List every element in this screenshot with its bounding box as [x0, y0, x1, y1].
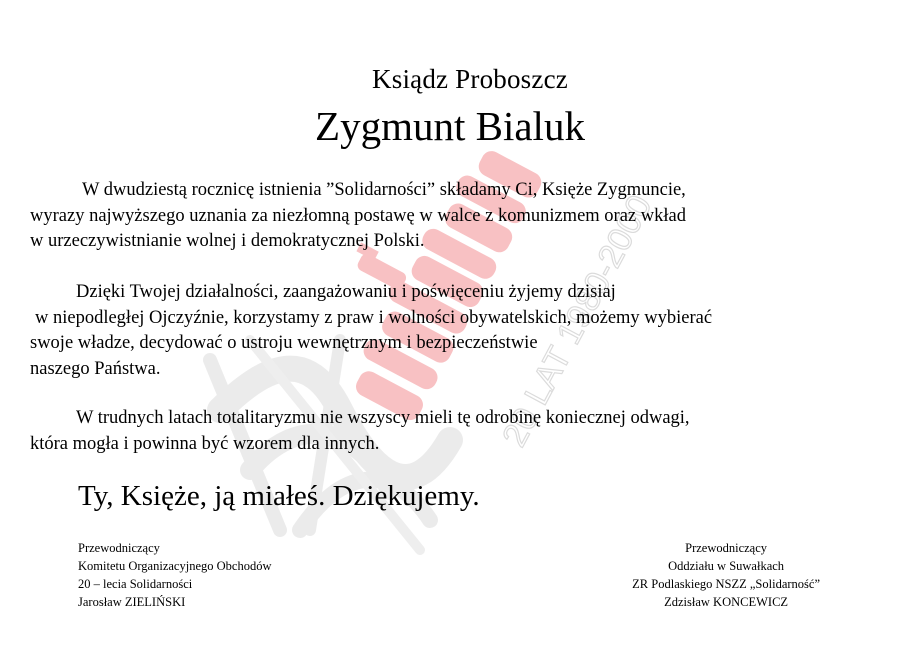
- paragraph-line: Dzięki Twojej działalności, zaangażowaniu i poświęceniu żyjemy dzisiaj: [76, 282, 616, 302]
- signature-line: Przewodniczący: [78, 541, 160, 555]
- paragraph-line: naszego Państwa.: [30, 358, 161, 379]
- signature-line: 20 – lecia Solidarności: [78, 577, 193, 591]
- paragraph-line: wyrazy najwyższego uznania za niezłomną postawę w walce z komunizmem oraz wkład: [30, 205, 686, 226]
- signature-line: Komitetu Organizacyjnego Obchodów: [78, 559, 272, 573]
- closing-line: Ty, Księże, ją miałeś. Dziękujemy.: [78, 480, 480, 512]
- signature-line: Oddziału w Suwałkach: [668, 559, 785, 573]
- paragraph-line: która mogła i powinna być wzorem dla innych.: [30, 433, 380, 454]
- addressee-name: Zygmunt Bialuk: [315, 103, 585, 149]
- signature-line: ZR Podlaskiego NSZZ „Solidarność”: [632, 577, 820, 591]
- paragraph-2: [30, 280, 870, 382]
- paragraph-1: [30, 178, 870, 255]
- signature-left: [78, 539, 271, 611]
- paragraph-line: w niepodległej Ojczyźnie, korzystamy z praw i wolności obywatelskich, możemy wybierać: [35, 307, 713, 328]
- paragraph-line: W trudnych latach totalitaryzmu nie wszyscy mieli tę odrobinę koniecznej odwagi,: [76, 408, 690, 428]
- signature-line: Zdzisław KONCEWICZ: [664, 595, 789, 609]
- signature-line: Przewodniczący: [685, 541, 768, 555]
- paragraph-3: [30, 406, 870, 457]
- paragraph-line: swoje władze, decydować o ustroju wewnętrznym i bezpieczeństwie: [30, 333, 538, 353]
- addressee-title: Ksiądz Proboszcz: [372, 64, 568, 94]
- paragraph-line: W dwudziestą rocznicę istnienia ”Solidarności” składamy Ci, Księże Zygmuncie,: [82, 180, 686, 200]
- watermark-text: 20 LAT 1980-2000: [495, 189, 660, 453]
- signature-line: Jarosław ZIELIŃSKI: [78, 595, 186, 609]
- paragraph-line: w urzeczywistnianie wolnej i demokratycznej Polski.: [30, 231, 425, 251]
- signature-right: [632, 539, 820, 611]
